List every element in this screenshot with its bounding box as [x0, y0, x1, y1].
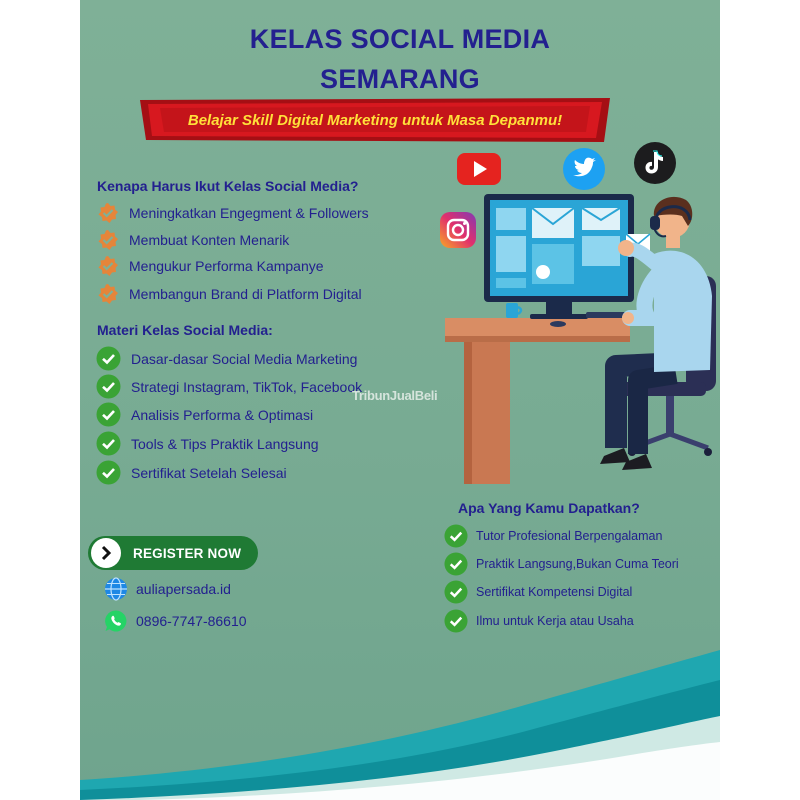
- tagline-text: Belajar Skill Digital Marketing untuk Masa Depanmu!: [187, 111, 563, 129]
- phone-text: 0896-7747-86610: [136, 613, 247, 629]
- materi-label: Strategi Instagram, TikTok, Facebook: [131, 378, 363, 395]
- benefit-label: Tutor Profesional Berpengalaman: [476, 529, 663, 543]
- reason-label: Membuat Konten Menarik: [129, 232, 290, 248]
- materi-label: Analisis Performa & Optimasi: [131, 406, 314, 423]
- bottom-wave-decoration: [80, 0, 720, 800]
- reason-label: Mengukur Performa Kampanye: [129, 258, 324, 274]
- benefit-label: Praktik Langsung,Bukan Cuma Teori: [476, 557, 679, 571]
- watermark-text: TribunJualBeli: [352, 388, 438, 403]
- materi-label: Dasar-dasar Social Media Marketing: [131, 350, 358, 367]
- benefit-label: Ilmu untuk Kerja atau Usaha: [476, 614, 634, 628]
- materi-label: Tools & Tips Praktik Langsung: [131, 435, 319, 452]
- materi-label: Sertifikat Setelah Selesai: [131, 464, 287, 481]
- page-title-line2: SEMARANG: [320, 64, 480, 94]
- register-label: REGISTER NOW: [133, 545, 242, 561]
- benefits-heading: Apa Yang Kamu Dapatkan?: [458, 500, 640, 516]
- page-title-line1: KELAS SOCIAL MEDIA: [249, 24, 551, 54]
- reasons-heading: Kenapa Harus Ikut Kelas Social Media?: [97, 178, 359, 194]
- reason-label: Membangun Brand di Platform Digital: [129, 286, 362, 302]
- benefit-label: Sertifikat Kompetensi Digital: [476, 585, 633, 599]
- reason-label: Meningkatkan Engegment & Followers: [129, 205, 369, 221]
- materi-heading: Materi Kelas Social Media:: [97, 322, 273, 338]
- poster: [80, 0, 720, 800]
- website-text: auliapersada.id: [136, 581, 231, 597]
